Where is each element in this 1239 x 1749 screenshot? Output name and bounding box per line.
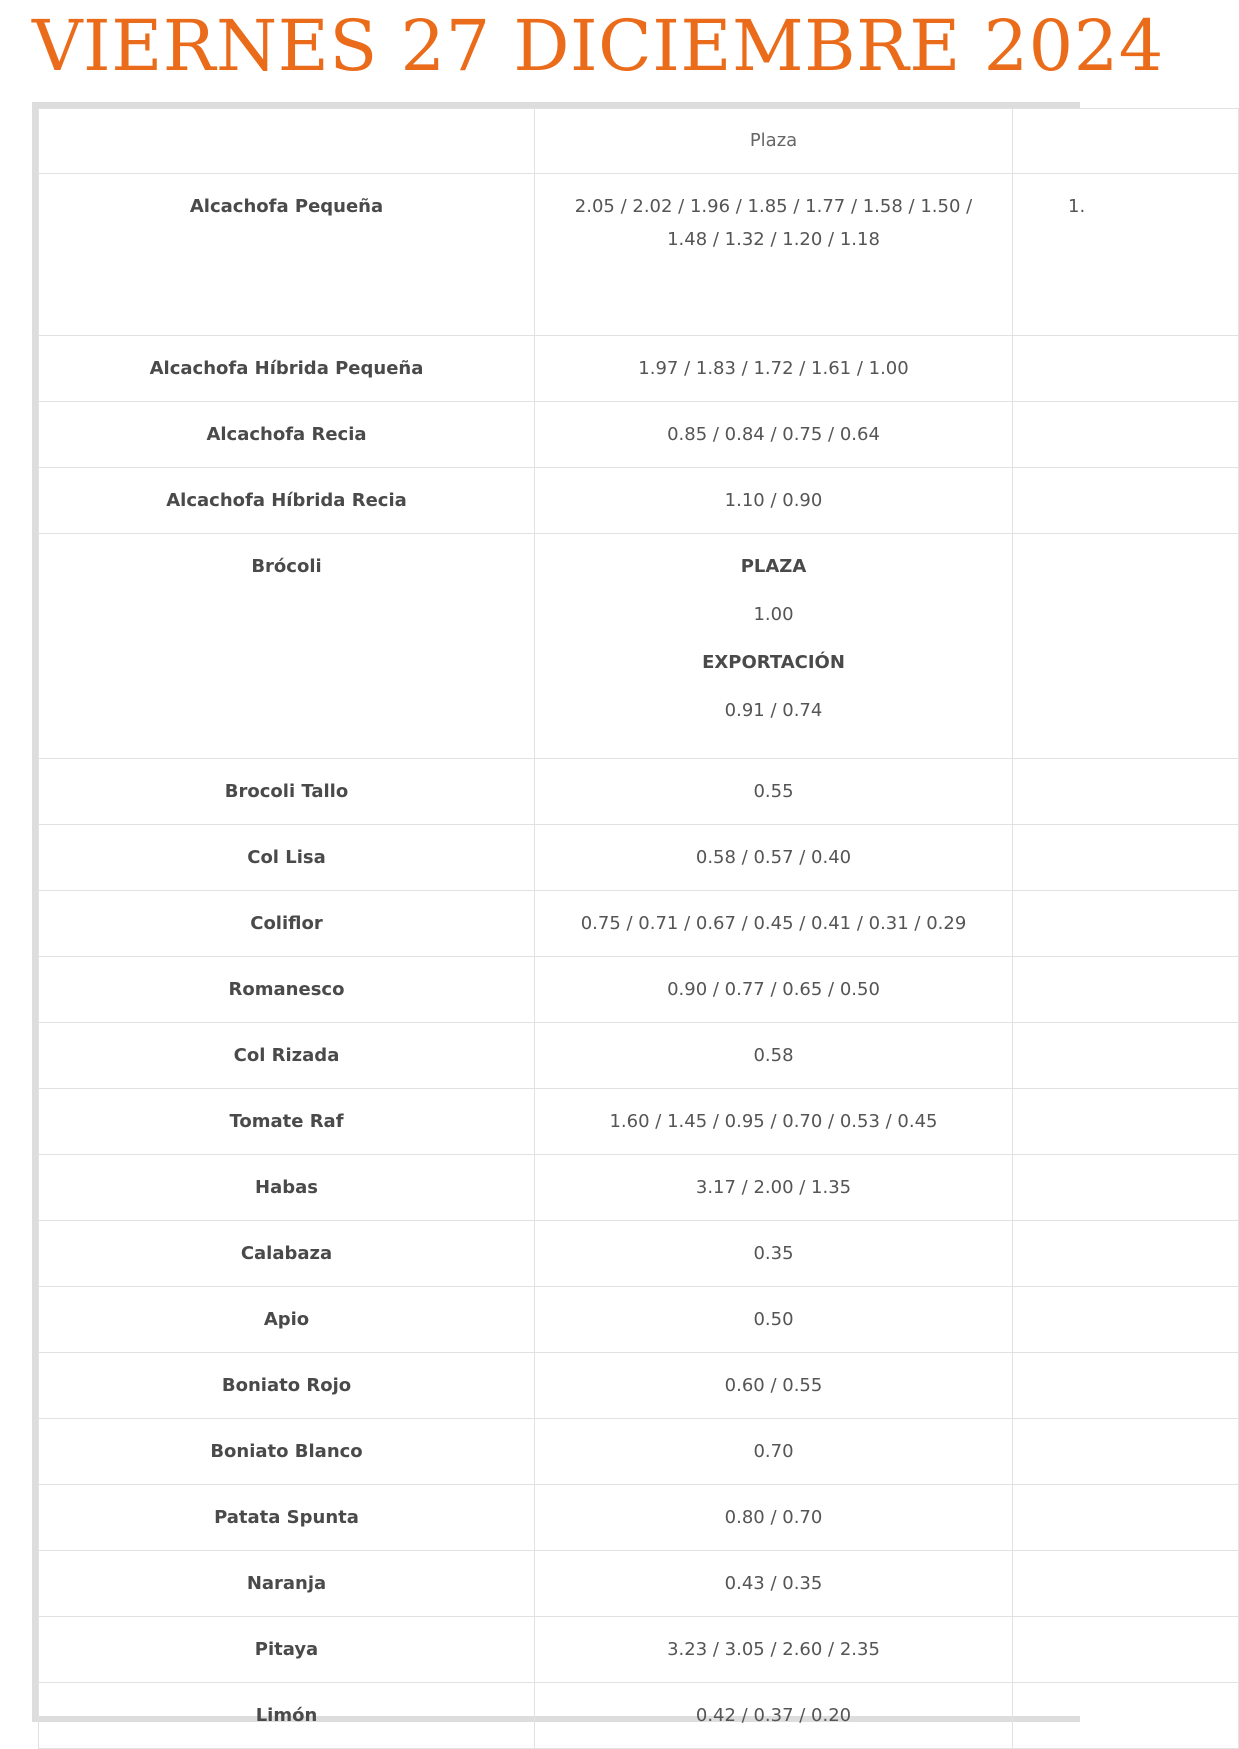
header-next-column <box>1013 109 1239 174</box>
plaza-prices: 0.58 / 0.57 / 0.40 <box>535 825 1013 891</box>
table-row <box>39 1617 1239 1683</box>
next-column-cell <box>1013 825 1239 891</box>
product-name: Brocoli Tallo <box>39 759 535 825</box>
table-row <box>39 1485 1239 1551</box>
plaza-prices: 0.90 / 0.77 / 0.65 / 0.50 <box>535 957 1013 1023</box>
table-row <box>39 336 1239 402</box>
plaza-prices: 0.70 <box>535 1419 1013 1485</box>
product-name: Patata Spunta <box>39 1485 535 1551</box>
next-column-cell <box>1013 957 1239 1023</box>
table-row <box>39 825 1239 891</box>
product-name: Alcachofa Pequeña <box>39 174 535 336</box>
table-row <box>39 1353 1239 1419</box>
header-product <box>39 109 535 174</box>
table-row <box>39 1419 1239 1485</box>
next-column-cell <box>1013 1353 1239 1419</box>
table-row <box>39 759 1239 825</box>
next-column-cell <box>1013 1617 1239 1683</box>
plaza-prices-sections <box>535 534 1013 759</box>
plaza-prices: 0.55 <box>535 759 1013 825</box>
table-row <box>39 534 1239 759</box>
next-column-cell <box>1013 1419 1239 1485</box>
next-column-cell <box>1013 1023 1239 1089</box>
price-table <box>38 108 1239 1749</box>
next-column-cell <box>1013 534 1239 759</box>
table-row <box>39 1221 1239 1287</box>
next-column-cell <box>1013 1683 1239 1749</box>
plaza-prices: 2.05 / 2.02 / 1.96 / 1.85 / 1.77 / 1.58 / 1.50 / 1.48 / 1.32 / 1.20 / 1.18 <box>535 174 1013 336</box>
plaza-prices: 0.35 <box>535 1221 1013 1287</box>
table-row <box>39 1551 1239 1617</box>
plaza-prices: 0.50 <box>535 1287 1013 1353</box>
table-row <box>39 957 1239 1023</box>
table-row <box>39 1089 1239 1155</box>
next-column-cell <box>1013 1287 1239 1353</box>
section-label-exportacion: EXPORTACIÓN <box>702 652 845 673</box>
price-table-container[interactable] <box>32 102 1086 1726</box>
plaza-prices: 0.43 / 0.35 <box>535 1551 1013 1617</box>
product-name: Apio <box>39 1287 535 1353</box>
table-row <box>39 402 1239 468</box>
next-column-cell <box>1013 402 1239 468</box>
table-row <box>39 1287 1239 1353</box>
plaza-prices: 0.80 / 0.70 <box>535 1485 1013 1551</box>
product-name: Alcachofa Recia <box>39 402 535 468</box>
next-column-cell: 1. <box>1013 174 1239 336</box>
plaza-prices: 1.10 / 0.90 <box>535 468 1013 534</box>
next-column-cell <box>1013 1155 1239 1221</box>
product-name: Naranja <box>39 1551 535 1617</box>
plaza-prices: 0.60 / 0.55 <box>535 1353 1013 1419</box>
next-column-cell <box>1013 891 1239 957</box>
product-name: Pitaya <box>39 1617 535 1683</box>
product-name: Alcachofa Híbrida Recia <box>39 468 535 534</box>
table-row <box>39 1683 1239 1749</box>
next-column-cell <box>1013 468 1239 534</box>
table-row <box>39 1023 1239 1089</box>
table-header-row <box>39 109 1239 174</box>
header-plaza: Plaza <box>535 109 1013 174</box>
plaza-prices: 0.42 / 0.37 / 0.20 <box>535 1683 1013 1749</box>
plaza-prices: 3.23 / 3.05 / 2.60 / 2.35 <box>535 1617 1013 1683</box>
next-column-cell <box>1013 1551 1239 1617</box>
table-row <box>39 174 1239 336</box>
table-row <box>39 1155 1239 1221</box>
product-name: Romanesco <box>39 957 535 1023</box>
table-row <box>39 468 1239 534</box>
next-column-cell <box>1013 759 1239 825</box>
product-name: Alcachofa Híbrida Pequeña <box>39 336 535 402</box>
section-value-plaza: 1.00 <box>753 604 794 625</box>
product-name: Limón <box>39 1683 535 1749</box>
section-label-plaza: PLAZA <box>740 556 807 577</box>
product-name: Col Rizada <box>39 1023 535 1089</box>
product-name: Calabaza <box>39 1221 535 1287</box>
plaza-prices: 3.17 / 2.00 / 1.35 <box>535 1155 1013 1221</box>
next-column-cell <box>1013 336 1239 402</box>
plaza-prices: 1.97 / 1.83 / 1.72 / 1.61 / 1.00 <box>535 336 1013 402</box>
product-name: Col Lisa <box>39 825 535 891</box>
next-column-cell <box>1013 1485 1239 1551</box>
product-name: Coliflor <box>39 891 535 957</box>
product-name: Tomate Raf <box>39 1089 535 1155</box>
plaza-prices: 1.60 / 1.45 / 0.95 / 0.70 / 0.53 / 0.45 <box>535 1089 1013 1155</box>
plaza-prices: 0.75 / 0.71 / 0.67 / 0.45 / 0.41 / 0.31 / 0.29 <box>535 891 1013 957</box>
page-title: VIERNES 27 DICIEMBRE 2024 <box>32 5 1164 87</box>
product-name: Habas <box>39 1155 535 1221</box>
next-column-cell <box>1013 1089 1239 1155</box>
plaza-prices: 0.58 <box>535 1023 1013 1089</box>
product-name: Boniato Blanco <box>39 1419 535 1485</box>
next-column-cell <box>1013 1221 1239 1287</box>
plaza-prices: 0.85 / 0.84 / 0.75 / 0.64 <box>535 402 1013 468</box>
product-name: Boniato Rojo <box>39 1353 535 1419</box>
product-name: Brócoli <box>39 534 535 759</box>
section-value-exportacion: 0.91 / 0.74 <box>724 700 823 721</box>
table-row <box>39 891 1239 957</box>
